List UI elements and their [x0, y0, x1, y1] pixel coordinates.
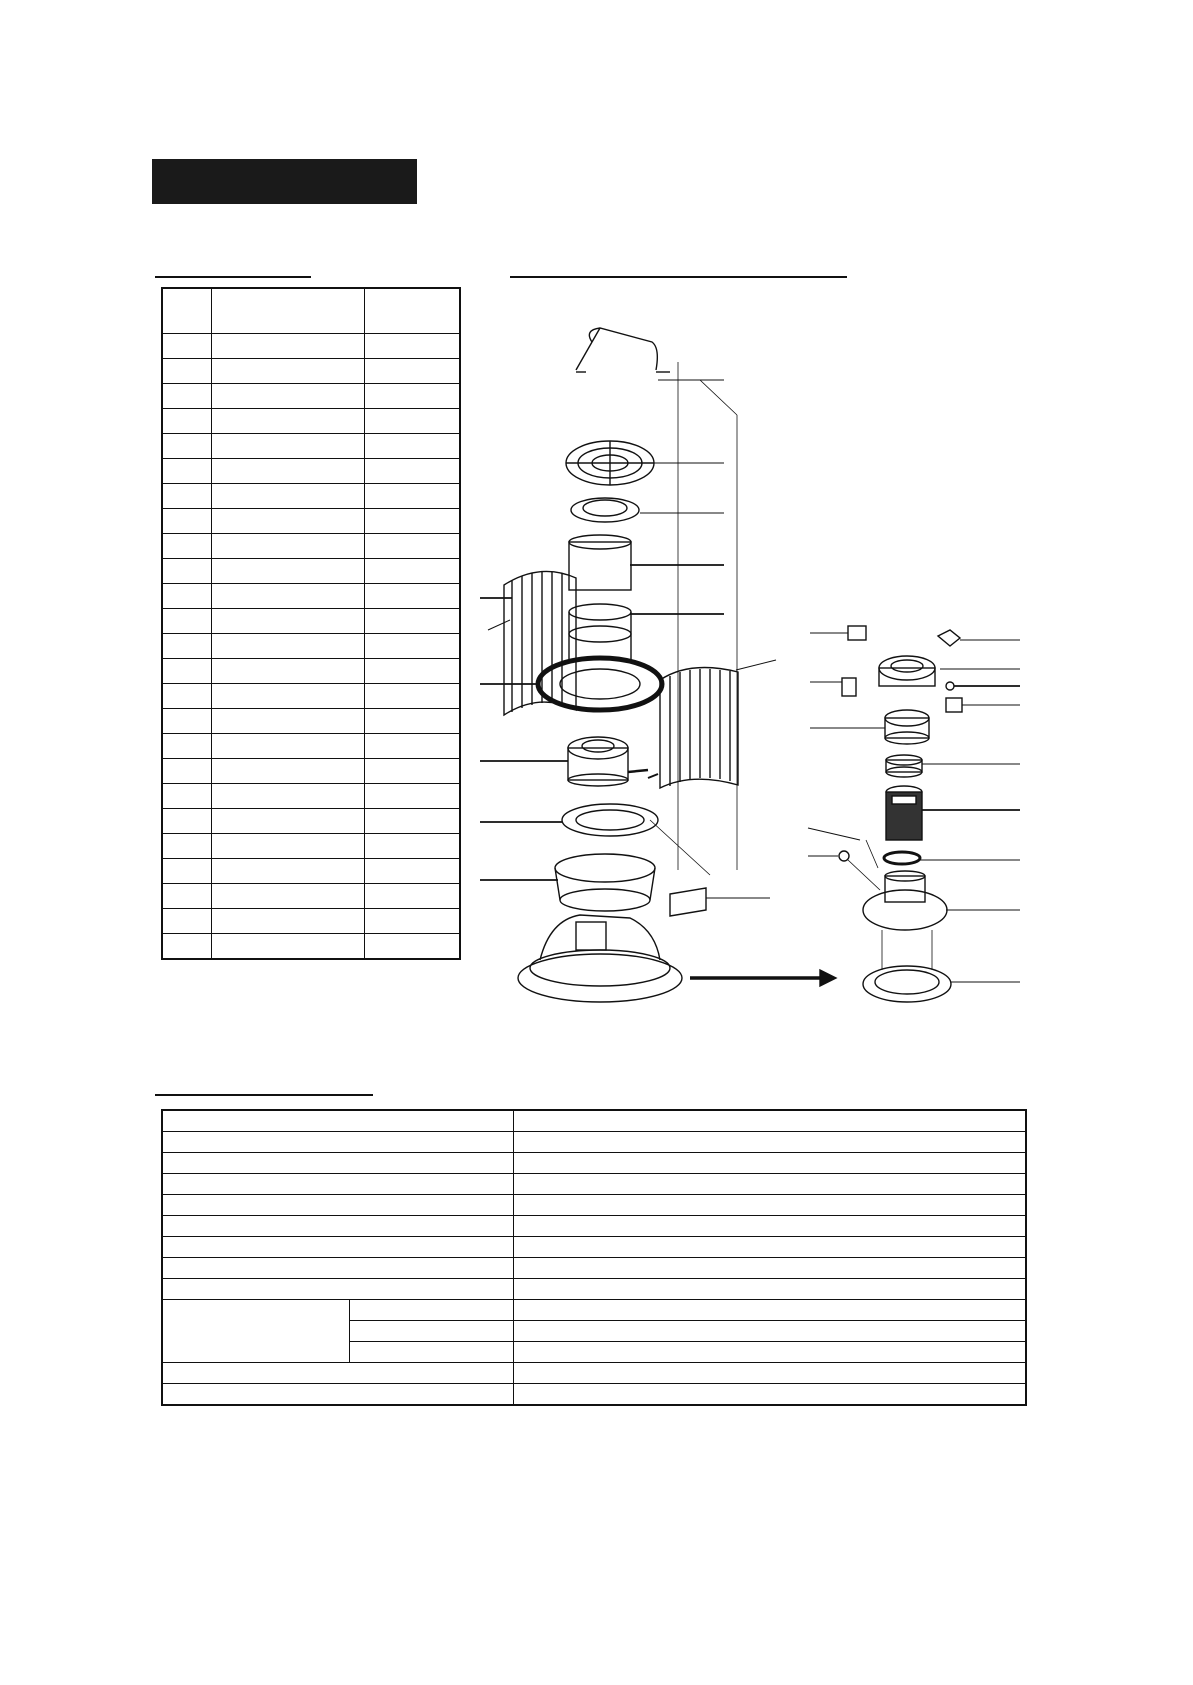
parts-table-row	[162, 334, 460, 359]
part-no-cell	[162, 384, 212, 409]
part-no-cell	[162, 409, 212, 434]
spec-label-cell	[162, 1153, 513, 1174]
spec-label-cell	[162, 1237, 513, 1258]
parts-table-row	[162, 584, 460, 609]
parts-list-heading-underline	[155, 276, 311, 278]
part-no-cell	[162, 559, 212, 584]
spec-table-row	[162, 1237, 1026, 1258]
parts-table-row	[162, 384, 460, 409]
part-no-cell	[162, 459, 212, 484]
spec-value-cell	[513, 1195, 1026, 1216]
part-qty-cell	[365, 634, 460, 659]
part-qty-cell	[365, 759, 460, 784]
spec-value-cell	[513, 1342, 1026, 1363]
part-qty-cell	[365, 734, 460, 759]
spec-label-cell	[162, 1258, 513, 1279]
exploded-view-heading-underline	[510, 276, 847, 278]
parts-table-row	[162, 634, 460, 659]
parts-table-row	[162, 459, 460, 484]
part-no-cell	[162, 709, 212, 734]
glass-cylinder-part	[569, 604, 631, 620]
spec-value-cell	[513, 1321, 1026, 1342]
part-qty-cell	[365, 684, 460, 709]
spec-label-cell	[162, 1195, 513, 1216]
part-no-cell	[162, 534, 212, 559]
spec-label-cell	[162, 1384, 513, 1406]
wick-part	[886, 786, 922, 840]
part-name-cell	[212, 859, 365, 884]
header-cell-no	[162, 288, 212, 334]
part-name-cell	[212, 759, 365, 784]
spec-sub-label-cell	[350, 1321, 514, 1342]
spec-table-row	[162, 1216, 1026, 1237]
parts-table-row	[162, 434, 460, 459]
parts-table-row	[162, 409, 460, 434]
part-qty-cell	[365, 534, 460, 559]
part-qty-cell	[365, 559, 460, 584]
part-no-cell	[162, 659, 212, 684]
spec-value-cell	[513, 1258, 1026, 1279]
part-qty-cell	[365, 809, 460, 834]
part-name-cell	[212, 484, 365, 509]
part-name-cell	[212, 909, 365, 934]
spec-label-cell	[162, 1216, 513, 1237]
part-name-cell	[212, 584, 365, 609]
spec-label-cell	[162, 1110, 513, 1132]
spec-group-label-cell	[162, 1300, 350, 1363]
part-no-cell	[162, 684, 212, 709]
part-name-cell	[212, 534, 365, 559]
part-no-cell	[162, 734, 212, 759]
spec-table-row	[162, 1258, 1026, 1279]
part-qty-cell	[365, 709, 460, 734]
specification-table	[161, 1109, 1027, 1406]
side-plate-part	[670, 888, 706, 916]
spec-table-row	[162, 1279, 1026, 1300]
header-cell-name	[212, 288, 365, 334]
control-top-part	[879, 656, 935, 686]
part-no-cell	[162, 584, 212, 609]
part-no-cell	[162, 834, 212, 859]
part-qty-cell	[365, 459, 460, 484]
spec-value-cell	[513, 1237, 1026, 1258]
parts-table-row	[162, 859, 460, 884]
part-qty-cell	[365, 584, 460, 609]
base-tank-part	[518, 915, 682, 1002]
part-name-cell	[212, 659, 365, 684]
part-qty-cell	[365, 609, 460, 634]
part-qty-cell	[365, 359, 460, 384]
part-no-cell	[162, 809, 212, 834]
parts-table-row	[162, 759, 460, 784]
part-name-cell	[212, 784, 365, 809]
spec-table-row	[162, 1132, 1026, 1153]
parts-table-row	[162, 684, 460, 709]
wick-adjuster-part	[863, 871, 947, 930]
parts-table-row	[162, 709, 460, 734]
holder-part	[885, 710, 929, 744]
part-qty-cell	[365, 409, 460, 434]
parts-table-row	[162, 834, 460, 859]
part-no-cell	[162, 484, 212, 509]
parts-table-row	[162, 609, 460, 634]
part-qty-cell	[365, 934, 460, 960]
spec-value-cell	[513, 1110, 1026, 1132]
parts-table-row	[162, 734, 460, 759]
parts-table-header-row	[162, 288, 460, 334]
spec-value-cell	[513, 1363, 1026, 1384]
spec-table-row	[162, 1363, 1026, 1384]
parts-table-row	[162, 534, 460, 559]
part-name-cell	[212, 334, 365, 359]
spec-heading-underline	[155, 1094, 373, 1096]
spec-value-cell	[513, 1300, 1026, 1321]
part-name-cell	[212, 884, 365, 909]
part-no-cell	[162, 884, 212, 909]
part-name-cell	[212, 359, 365, 384]
parts-table-row	[162, 359, 460, 384]
bracket-part	[938, 630, 1020, 646]
exploded-parts-diagram	[480, 320, 1020, 1020]
parts-table-row	[162, 559, 460, 584]
spec-table-row	[162, 1384, 1026, 1406]
part-qty-cell	[365, 434, 460, 459]
part-no-cell	[162, 934, 212, 960]
part-name-cell	[212, 709, 365, 734]
part-name-cell	[212, 684, 365, 709]
part-qty-cell	[365, 784, 460, 809]
part-qty-cell	[365, 859, 460, 884]
part-name-cell	[212, 634, 365, 659]
part-no-cell	[162, 434, 212, 459]
handle-part	[589, 328, 657, 370]
parts-table-row	[162, 884, 460, 909]
switch-part	[810, 678, 856, 696]
part-qty-cell	[365, 334, 460, 359]
heat-fin-ring-part	[538, 658, 662, 710]
part-no-cell	[162, 334, 212, 359]
spec-sub-label-cell	[350, 1342, 514, 1363]
section-title-bar	[152, 159, 417, 204]
arrow-head	[820, 970, 836, 986]
spec-table-row	[162, 1195, 1026, 1216]
part-name-cell	[212, 809, 365, 834]
part-no-cell	[162, 759, 212, 784]
spec-sub-label-cell	[350, 1300, 514, 1321]
header-cell-qty	[365, 288, 460, 334]
part-no-cell	[162, 909, 212, 934]
parts-table-row	[162, 484, 460, 509]
part-qty-cell	[365, 384, 460, 409]
parts-table-row	[162, 784, 460, 809]
parts-table-row	[162, 909, 460, 934]
parts-table-row	[162, 659, 460, 684]
part-name-cell	[212, 834, 365, 859]
part-qty-cell	[365, 484, 460, 509]
part-no-cell	[162, 784, 212, 809]
knob-part	[946, 698, 962, 712]
part-name-cell	[212, 609, 365, 634]
spec-label-cell	[162, 1363, 513, 1384]
spec-label-cell	[162, 1132, 513, 1153]
spec-label-cell	[162, 1174, 513, 1195]
part-name-cell	[212, 509, 365, 534]
spec-value-cell	[513, 1174, 1026, 1195]
spec-label-cell	[162, 1279, 513, 1300]
part-name-cell	[212, 409, 365, 434]
part-qty-cell	[365, 509, 460, 534]
spec-group-row	[162, 1300, 1026, 1321]
part-name-cell	[212, 434, 365, 459]
parts-table-row	[162, 809, 460, 834]
part-qty-cell	[365, 834, 460, 859]
part-name-cell	[212, 559, 365, 584]
spec-table-row	[162, 1174, 1026, 1195]
spec-value-cell	[513, 1384, 1026, 1406]
part-name-cell	[212, 934, 365, 960]
chamber-housing-part	[555, 854, 655, 911]
part-qty-cell	[365, 659, 460, 684]
cap-ring-part	[571, 498, 639, 522]
parts-table-row	[162, 509, 460, 534]
part-name-cell	[212, 459, 365, 484]
part-no-cell	[162, 859, 212, 884]
right-guard-cage-part	[660, 668, 738, 789]
part-name-cell	[212, 384, 365, 409]
part-no-cell	[162, 634, 212, 659]
part-name-cell	[212, 734, 365, 759]
part-qty-cell	[365, 884, 460, 909]
ignition-unit-part	[810, 626, 866, 640]
base-plate-part	[863, 966, 951, 1002]
spec-value-cell	[513, 1132, 1026, 1153]
spec-table-row	[162, 1110, 1026, 1132]
knob-small-part	[946, 682, 954, 690]
spec-value-cell	[513, 1279, 1026, 1300]
small-ring-part	[886, 755, 922, 777]
spec-table-row	[162, 1153, 1026, 1174]
burner-part	[568, 737, 628, 786]
part-no-cell	[162, 359, 212, 384]
spec-value-cell	[513, 1216, 1026, 1237]
spec-value-cell	[513, 1153, 1026, 1174]
part-qty-cell	[365, 909, 460, 934]
parts-list-table	[161, 287, 461, 960]
o-ring-part	[884, 852, 920, 864]
part-no-cell	[162, 609, 212, 634]
part-no-cell	[162, 509, 212, 534]
parts-table-row	[162, 934, 460, 960]
